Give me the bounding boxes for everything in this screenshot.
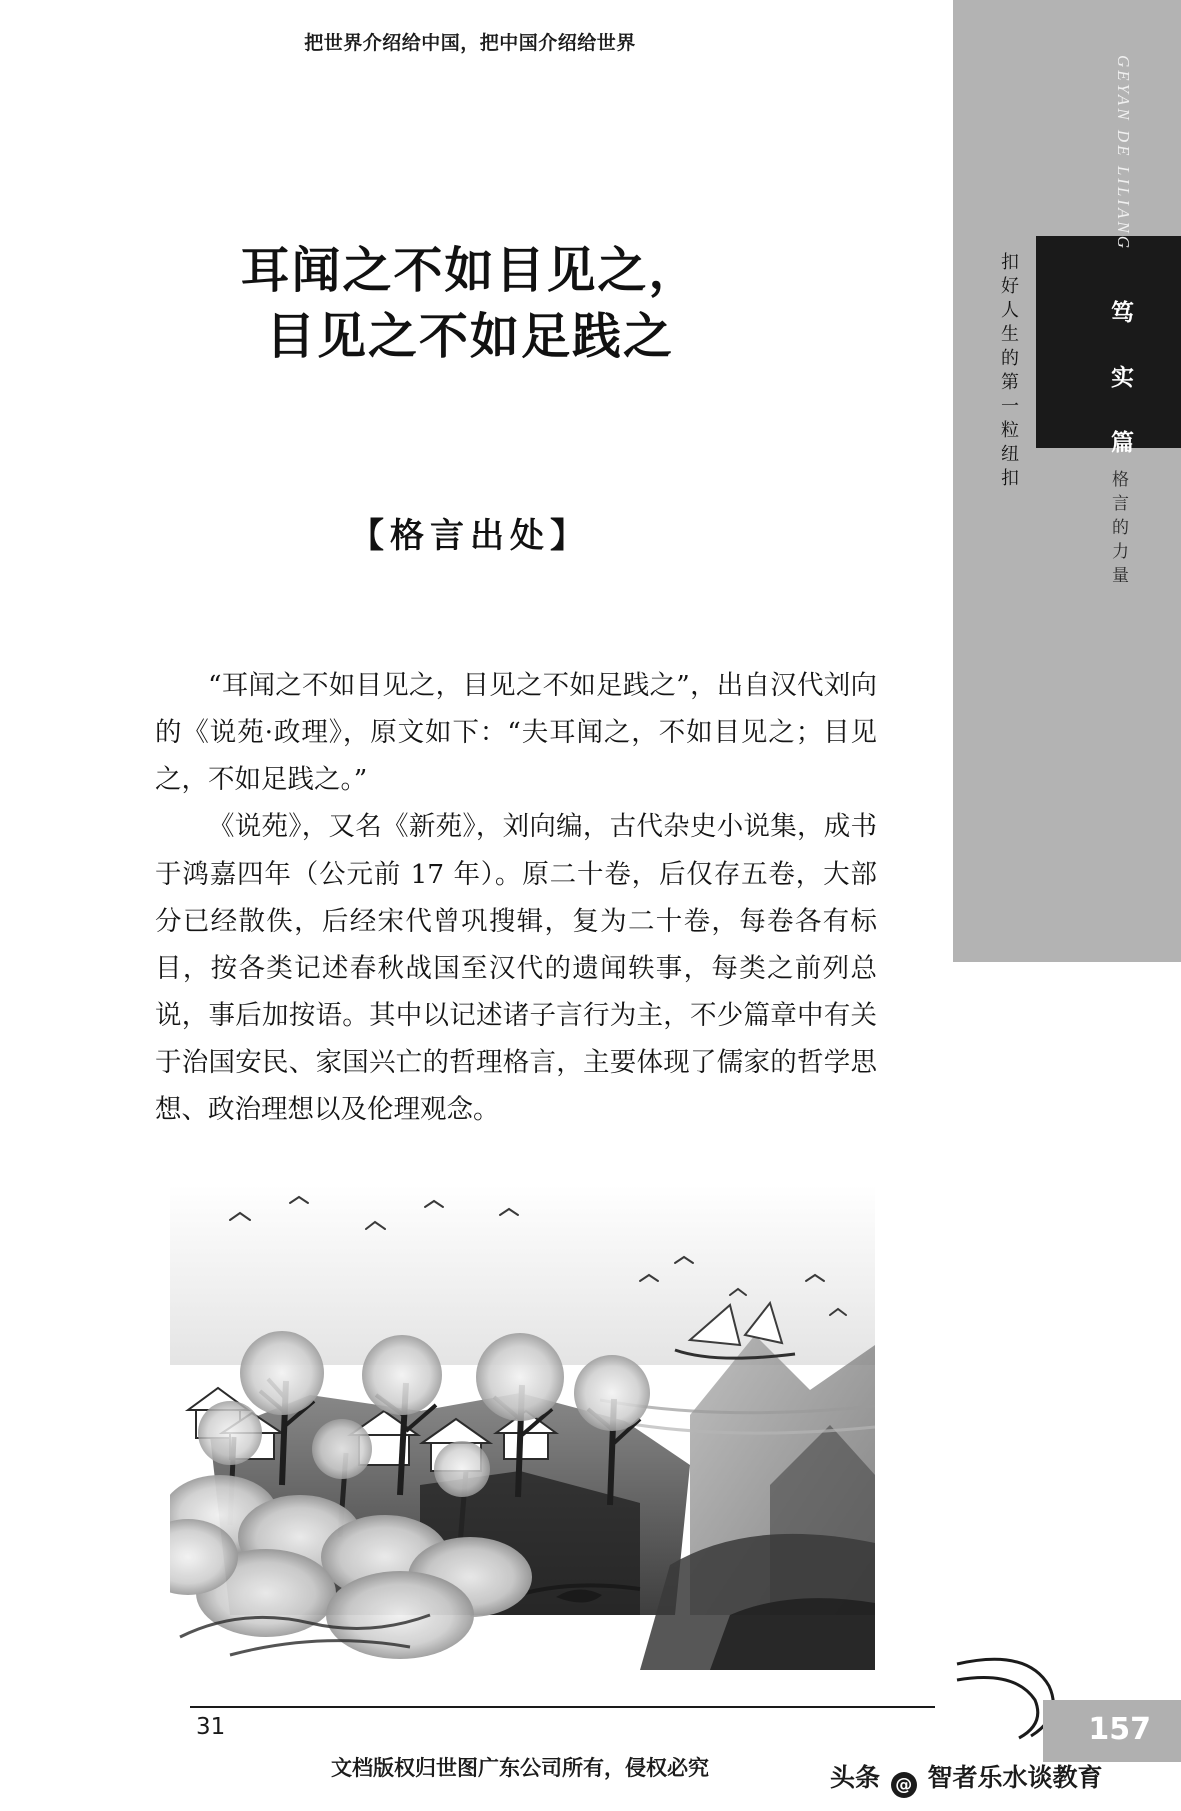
- side-tab-white-gutter: [941, 0, 953, 962]
- page-number-left: 31: [196, 1714, 226, 1740]
- series-title-romanized: GEYAN DE LILIANG: [1114, 55, 1133, 252]
- book-name-vertical: 格言的力量: [1108, 470, 1128, 590]
- chapter-name-vertical: 笃 实 篇: [1107, 300, 1133, 461]
- page-title-line-2: 目见之不如足践之: [265, 308, 674, 366]
- illustration-svg: [170, 1185, 875, 1670]
- section-heading: 【格言出处】: [350, 516, 590, 556]
- running-head: 把世界介绍给中国，把中国介绍给世界: [304, 32, 636, 54]
- body-paragraph-2: 《说苑》，又名《新苑》，刘向编，古代杂史小说集，成书于鸿嘉四年（公元前 17 年）。原二十卷，后仅存五卷，大部分已经散佚，后经宋代曾巩搜辑，复为二十卷，每卷各有标目，按各类记述春秋战国至汉代的遗闻轶事，每类之前列总说，事后加按语。其中以记述诸子言行为主，不少篇章中有关于治国安民、家国兴亡的哲理格言，主要体现了儒家的哲学思想、政治理想以及伦理观念。: [155, 811, 877, 1126]
- side-tab-gray-band: [941, 0, 1181, 962]
- chapter-subtitle-vertical: 扣好人生的第一粒纽扣: [998, 252, 1019, 492]
- footer-rule: [190, 1706, 935, 1708]
- copyright-notice: 文档版权归世图广东公司所有，侵权必究: [331, 1756, 709, 1780]
- side-tab-column: [941, 0, 1181, 1811]
- watermark-author: 智者乐水谈教育: [927, 1763, 1103, 1792]
- page-number-right: 157: [1088, 1712, 1151, 1747]
- body-text: [155, 662, 877, 1134]
- page-title-line-1: 耳闻之不如目见之，: [240, 242, 700, 299]
- watermark-at-icon: @: [891, 1772, 917, 1798]
- illustration-ink-landscape: [170, 1185, 875, 1670]
- watermark: [830, 1758, 1102, 1798]
- watermark-prefix: 头条: [830, 1763, 881, 1792]
- body-paragraph-1: “耳闻之不如目见之，目见之不如足践之”，出自汉代刘向的《说苑·政理》，原文如下：“夫耳闻之，不如目见之；目见之，不如足践之。”: [155, 670, 877, 796]
- page-title: [0, 238, 940, 370]
